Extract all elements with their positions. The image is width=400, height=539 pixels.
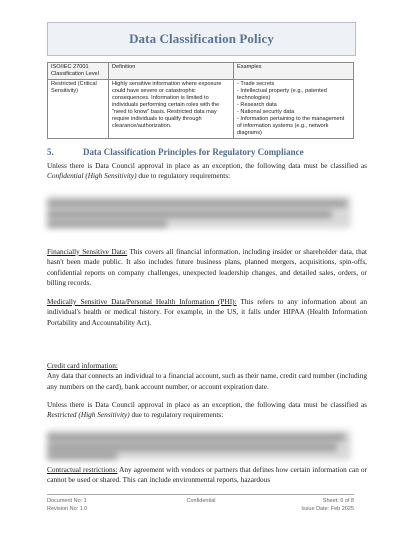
financial-text: This covers all financial information, including insider or shareholder data, that hasn't been made public. It also includes future business plans, planned mergers, acquisitions, spin-offs, confidential reports on company challenges, unexpected leadership changes, and detailed sales, orders, or billing records. — [47, 247, 367, 287]
header-level: ISO/IEC 27001 Classification Level — [48, 63, 109, 80]
footer-right — [301, 497, 354, 513]
footer-left — [47, 497, 87, 513]
document-title: Data Classification Policy — [129, 31, 274, 46]
example-item: - Information pertaining to the management of information systems (e.g., network diagrams) — [237, 116, 345, 136]
credit-label: Credit card information: — [47, 361, 118, 370]
redacted-block — [47, 430, 351, 460]
sheet-number: Sheet: 6 of 8 — [322, 498, 354, 504]
medical-label: Medically Sensitive Data/Personal Health Information (PHI): — [47, 297, 237, 306]
example-item: - National security data — [237, 109, 295, 115]
financial-paragraph — [47, 247, 367, 288]
intro-text-end: due to regulatory requirements: — [136, 171, 231, 181]
credit-text: Any data that connects an individual to a financial account, such as their name, credit card number (including any numbers on the card), bank account number, or account expiration date. — [47, 371, 367, 391]
table-header-row — [48, 63, 354, 80]
intro-paragraph-confidential — [47, 161, 367, 182]
footer-confidential: Confidential — [186, 498, 216, 504]
medical-text: This refers to any information about an individual's health or medical history. For example, in the US, it falls under HIPAA (Health Information Portability and Accountability Act). — [47, 297, 367, 327]
section-heading — [47, 147, 304, 157]
header-definition: Definition — [109, 63, 234, 80]
restricted-emphasis: Restricted (High Sensitivity) — [47, 410, 130, 420]
footer-divider — [47, 494, 354, 495]
contractual-paragraph — [47, 465, 367, 486]
revision-number: Revision No: 1.0 — [47, 506, 88, 512]
document-title-box — [47, 22, 356, 56]
intro-text: Unless there is Data Council approval in place as an exception, the following data must be classified as — [47, 161, 367, 170]
contractual-label: Contractual restrictions: — [47, 465, 118, 474]
section-number: 5. — [47, 147, 54, 157]
cell-level: Restricted (Critical Sensitivity) — [48, 80, 109, 139]
header-examples: Examples — [234, 63, 354, 80]
document-number: Document No: 1 — [47, 498, 87, 504]
intro2-text-end: due to regulatory requirements: — [129, 410, 224, 420]
credit-paragraph — [47, 361, 367, 392]
medical-paragraph — [47, 297, 367, 328]
contractual-text: Any agreement with vendors or partners that defines how certain information can or cannot be used or shared. This can include environmental reports, hazardous — [47, 465, 367, 485]
intro-paragraph-restricted — [47, 400, 367, 421]
intro2-text: Unless there is Data Council approval in place as an exception, the following data must be classified as — [47, 400, 367, 409]
redacted-block — [47, 196, 351, 228]
cell-examples — [234, 80, 354, 139]
section-title: Data Classification Principles for Regulatory Compliance — [83, 147, 304, 157]
example-item: - Research data — [237, 102, 277, 108]
classification-emphasis: Confidential (High Sensitivity) — [47, 171, 137, 181]
classification-table — [47, 62, 354, 139]
financial-label: Financially Sensitive Data: — [47, 247, 128, 256]
example-item: - Trade secrets — [237, 81, 275, 87]
example-item: - Intellectual property (e.g., patented technologies) — [237, 88, 327, 101]
cell-definition: Highly sensitive information where exposure could have severe or catastrophic consequences. Information is limited to individuals performing certain roles with the "need to know" basis. Restricted data may require individuals to qualify through clearance/authorization. — [109, 80, 234, 139]
table-row — [48, 80, 354, 139]
issue-date: Issue Date: Feb 2025 — [301, 506, 354, 512]
